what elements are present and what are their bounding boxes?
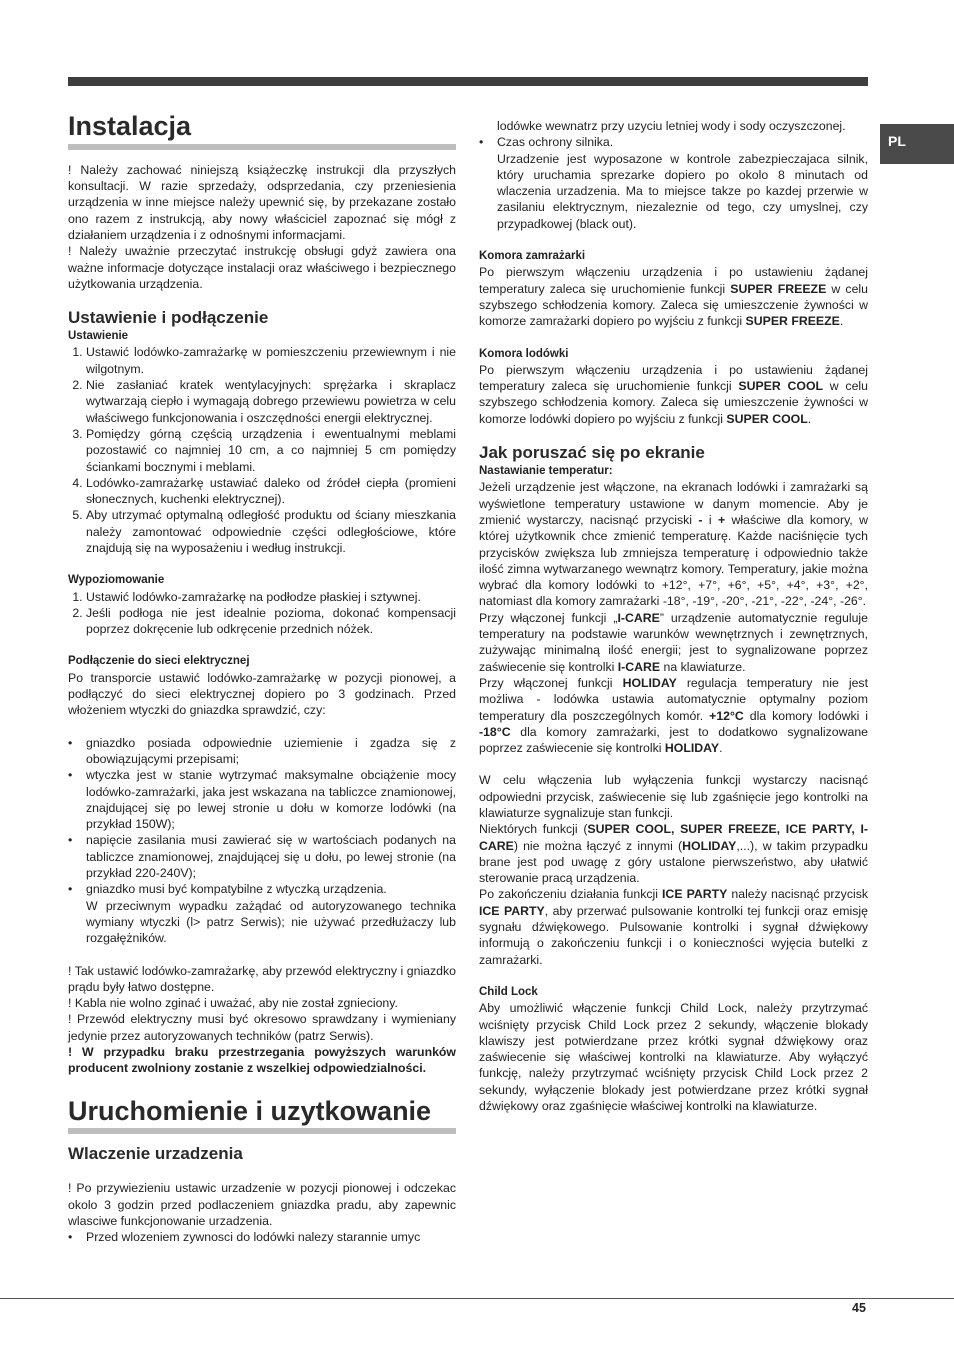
functions-paragraph-3: Po zakończeniu działania funkcji ICE PARTY należy nacisnąć przycisk ICE PARTY, aby przerwać pulsowanie kontrolki tej funkcji oraz emisję sygnału dźwiękowego. Pulsowanie kontrolki i sygnał dźwiękowy informują o zakończeniu funkcji i o konieczności wyjęcia butelki z zamrażarki.	[479, 887, 868, 967]
title-instalacja: Instalacja	[68, 110, 456, 150]
list-motor	[479, 134, 868, 150]
list-wlaczenie	[68, 1229, 456, 1245]
warning-1: ! Tak ustawić lodówko-zamrażarkę, aby przewód elektryczny i gniazdko prądu były łatwo dostępne.	[68, 963, 456, 994]
list-item: • napięcie zasilania musi zawierać się w wartościach podanych na tabliczce znamionowej, znajdującej się u dołu, po lewej stronie (na przykład 220-240V);	[86, 832, 456, 881]
functions-paragraph-2: Niektórych funkcji (SUPER COOL, SUPER FREEZE, ICE PARTY, I-CARE) nie można łączyć z innymi (HOLIDAY,...), w takim przypadku brane jest pod uwagę z góry ustalone pierwszeństwo, aby ułatwić sterowanie pracą urządzenia.	[479, 822, 868, 886]
list-item: • gniazdko musi być kompatybilne z wtyczką urządzenia.	[86, 881, 456, 897]
language-tab: PL	[880, 124, 954, 164]
heading-setup: Ustawienie i podłączenie	[68, 308, 269, 328]
subheading-siec: Podłączenie do sieci elektrycznej	[68, 655, 250, 668]
icare-paragraph: Przy włączonej funkcji „I-CARE” urządzenie automatycznie reguluje temperatury na podstawie warunków wewnętrznych i zewnętrznych, zużywając minimalną ilość energii; jest to sygnalizowane poprzez zaświecenie się kontrolki I-CARE na klawiaturze.	[479, 610, 869, 674]
list-item: 1. Ustawić lodówko-zamrażarkę na podłodze płaskiej i sztywnej.	[86, 589, 456, 605]
siec-extra: W przeciwnym wypadku zażądać od autoryzowanego technika wymiany wtyczki (l> patrz Serwis); nie używać przedłużaczy lub rozgałężników.	[86, 898, 456, 946]
intro-paragraph-2: ! Należy uważnie przeczytać instrukcję obsługi gdyż zawiera ona ważne informacje dotyczące instalacji oraz właściwego i bezpiecznego użytkowania urządzenia.	[68, 244, 456, 291]
lodowka-paragraph: Po pierwszym włączeniu urządzenia i po ustawieniu żądanej temperatury zaleca się uruchomienie funkcji SUPER COOL w celu szybszego schłodzenia komory. Zaleca się umieszczenie żywności w komorze lodówki dopiero po wyjściu z funkcji SUPER COOL.	[479, 362, 868, 426]
wlaczenie-paragraph: ! Po przywiezieniu ustawic urzadzenie w pozycji pionowej i odczekac okolo 3 godzin przed podlaczeniem gniazdka pradu, aby zapewnic wlasciwe funkcjonowanie urzadzenia.	[68, 1181, 456, 1228]
holiday-paragraph: Przy włączonej funkcji HOLIDAY regulacja temperatury nie jest możliwa - lodówka ustawia automatycznie optymalny poziom temperatury dla poszczególnych komór. +12°C dla komory lodówki i -18°C dla komory zamrażarki, jest to dodatkowo sygnalizowane poprzez zaświecenie się kontrolki HOLIDAY.	[479, 675, 868, 756]
list-siec	[68, 735, 456, 898]
subheading-temperatury: Nastawianie temperatur:	[479, 465, 613, 478]
subheading-ustawienie: Ustawienie	[68, 330, 129, 343]
warning-2: ! Kabla nie wolno zginać i uważać, aby nie został zgnieciony.	[68, 996, 398, 1011]
list-item: • gniazdko posiada odpowiednie uziemienie i zgadza się z obowiązującymi przepisami;	[86, 735, 456, 768]
subheading-child-lock: Child Lock	[479, 985, 538, 998]
page-number: 45	[852, 1301, 866, 1315]
motor-paragraph: Urzadzenie jest wyposazone w kontrole zabezpieczajaca silnik, który uruchamia sprezarke dopiero po okolo 8 minutach od wlaczenia urzadzenia. Ma to miejsce takze po kazdej przerwie w zasilaniu elektrycznym, niezaleznie od tego, czy umyslnej, czy przypadkowej (black out).	[497, 151, 868, 231]
list-wypoziomowanie	[68, 589, 456, 638]
subheading-wypoziomowanie: Wypoziomowanie	[68, 574, 165, 587]
list-ustawienie	[68, 344, 456, 556]
list-item: • wtyczka jest w stanie wytrzymać maksymalne obciążenie mocy lodówko-zamrażarki, jaka jest wskazana na tabliczce znamionowej, znajdującej się po lewej stronie u dołu w komorze lodówki (na przykład 150W);	[86, 767, 456, 832]
continuation-text: lodówke wewnatrz przy uzyciu letniej wody i sody oczyszczonej.	[497, 119, 846, 133]
warning-4: ! W przypadku braku przestrzegania powyższych warunków producent zwolniony zostanie z wszelkiej odpowiedzialności.	[68, 1045, 456, 1076]
list-item: • Czas ochrony silnika.	[497, 134, 868, 150]
list-item: 5. Aby utrzymać optymalną odległość produktu od ściany mieszkania należy zamontować odpowiednie części odległościowe, które znajdują się na wyposażeniu i według instrukcji.	[86, 507, 456, 556]
functions-paragraph-1: W celu włączenia lub wyłączenia funkcji wystarczy nacisnąć odpowiedni przycisk, zaświecenie się lub zgaśnięcie jego kontrolki na klawiaturze sygnalizuje stan funkcji.	[479, 773, 868, 820]
left-column	[68, 110, 456, 1246]
intro-paragraph-1: ! Należy zachować niniejszą książeczkę instrukcji dla przyszłych konsultacji. W razie sprzedaży, odsprzedania, czy przeniesienia urządzenia w inne miejsce należy upewnić się, by przekazane zostało ono razem z instrukcją, aby nowy właściciel zapoznać się mógł z działaniem urządzenia i z odnośnymi informacjami.	[68, 162, 456, 242]
subheading-zamrazarka: Komora zamrażarki	[479, 250, 586, 263]
child-lock-paragraph: Aby umożliwić włączenie funkcji Child Lock, należy przytrzymać wciśnięty przycisk Child Lock przez 2 sekundy, włączenie blokady klawiszy jest potwierdzane przez krótki sygnał dźwiękowy oraz zaświecenie się właściwej kontrolki na klawiaturze. Aby wyłączyć funkcję, należy przytrzymać wciśnięty przycisk Child Lock przez 2 sekundy, wyłączenie blokady jest potwierdzane przez krótki sygnał dźwiękowy oraz zgaśnięcie właściwej kontrolki na klawiaturze.	[479, 1001, 868, 1114]
bottom-rule	[0, 1298, 954, 1299]
title-uruchomienie: Uruchomienie i uzytkowanie	[68, 1095, 456, 1135]
top-rule	[68, 77, 868, 86]
warning-3: ! Przewód elektryczny musi być okresowo sprawdzany i wymieniany jedynie przez autoryzowanych techników (patrz Serwis).	[68, 1012, 456, 1043]
list-item: 1. Ustawić lodówko-zamrażarkę w pomieszczeniu przewiewnym i nie wilgotnym.	[86, 344, 456, 377]
heading-wlaczenie: Wlaczenie urzadzenia	[68, 1144, 243, 1164]
temperatury-paragraph: Jeżeli urządzenie jest włączone, na ekranach lodówki i zamrażarki są wyświetlone temperatury ustawione w danym momencie. Aby je zmienić wystarczy, nacisnąć przyciski - i + właściwe dla komory, w której użytkownik chce zmienić temperaturę. Każde naciśnięcie tych przycisków zwiększa lub zmniejsza temperaturę i odpowiednio także ilość zimna wytwarzanego wewnątrz komory. Temperatury, jakie można wybrać dla komory lodówki to +12°, +7°, +6°, +5°, +4°, +3°, +2°, natomiast dla komory zamrażarki -18°, -19°, -20°, -21°, -22°, -24°, -26°.	[479, 480, 868, 609]
siec-paragraph: Po transporcie ustawić lodówko-zamrażarkę w pozycji pionowej, a podłączyć do sieci elektrycznej dopiero po 3 godzinach. Przed włożeniem wtyczki do gniazdka sprawdzić, czy:	[68, 670, 456, 718]
list-item: 2. Jeśli podłoga nie jest idealnie pozioma, dokonać kompensacji poprzez dokręcenie lub odkręcenie przednich nóżek.	[86, 605, 456, 638]
list-item: 2. Nie zasłaniać kratek wentylacyjnych: sprężarka i skraplacz wytwarzają ciepło i wymagają dobrego przewiewu powietrza w celu właściwego funkcjonowania i oszczędności energii elektrycznej.	[86, 377, 456, 426]
list-item: 4. Lodówko-zamrażarkę ustawiać daleko od źródeł ciepła (promieni słonecznych, kuchenki elektrycznej).	[86, 475, 456, 508]
subheading-lodowka: Komora lodówki	[479, 347, 569, 360]
right-column	[479, 118, 868, 1114]
zamrazarka-paragraph: Po pierwszym włączeniu urządzenia i po ustawieniu żądanej temperatury zaleca się uruchomienie funkcji SUPER FREEZE w celu szybszego schłodzenia komory. Zaleca się umieszczenie żywności w komorze zamrażarki dopiero po wyjściu z funkcji SUPER FREEZE.	[479, 265, 868, 329]
list-item: • Przed wlozeniem zywnosci do lodówki nalezy starannie umyc	[86, 1229, 456, 1245]
heading-ekran: Jak poruszać się po ekranie	[479, 443, 705, 463]
list-item: 3. Pomiędzy górną częścią urządzenia i ewentualnymi meblami pozostawić co najmniej 10 cm, a co najmniej 5 cm pomiędzy ściankami bocznymi i meblami.	[86, 426, 456, 475]
